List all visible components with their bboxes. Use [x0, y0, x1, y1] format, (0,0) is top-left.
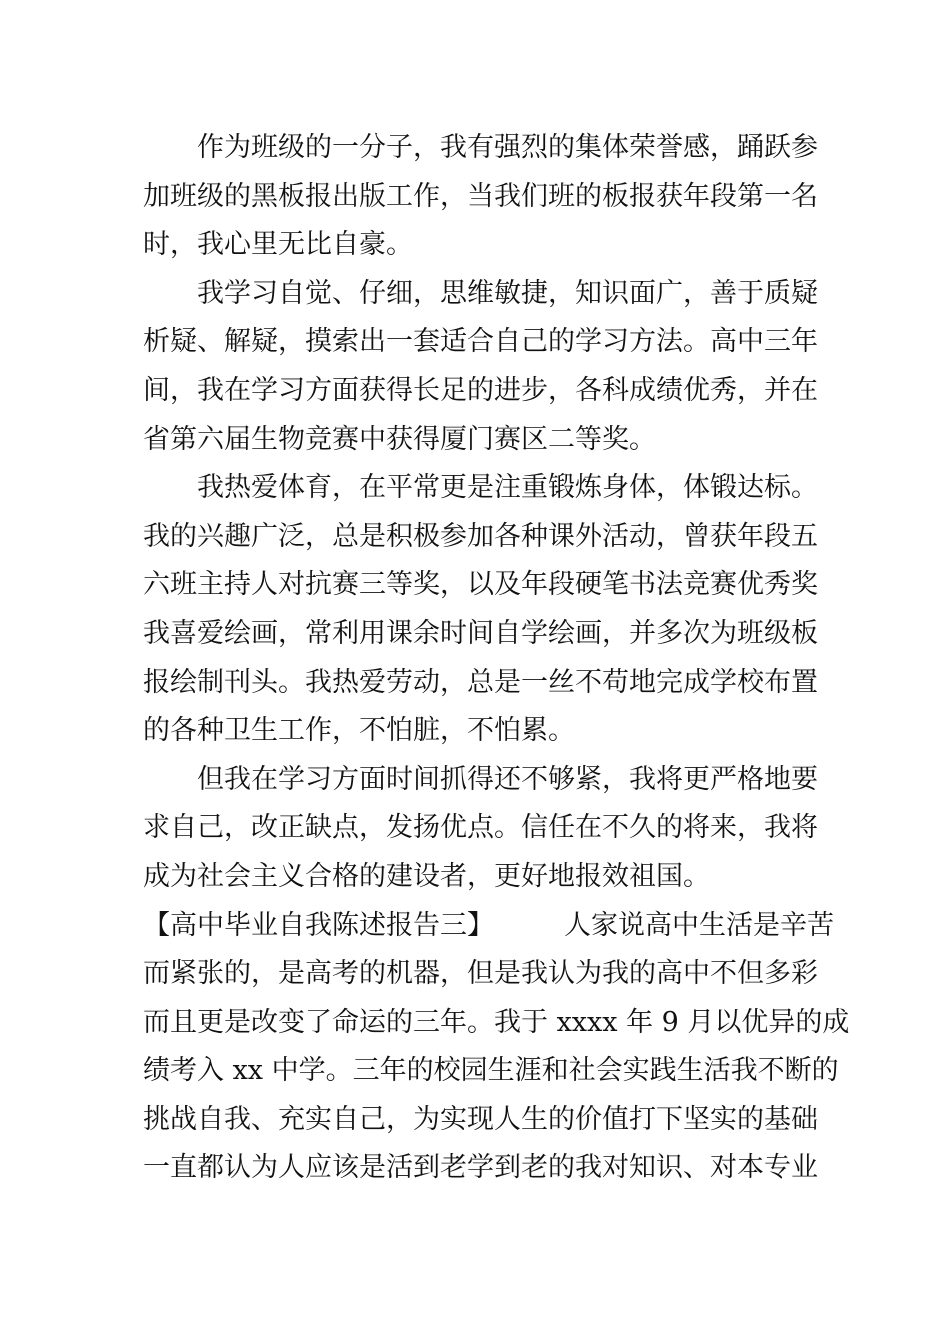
text-line: 间，我在学习方面获得长足的进步，各科成绩优秀，并在: [143, 374, 818, 406]
text-line: 我热爱体育，在平常更是注重锻炼身体，体锻达标。: [197, 472, 818, 504]
text-line: 我学习自觉、仔细，思维敏捷，知识面广，善于质疑: [197, 277, 818, 309]
paragraph-study: [143, 270, 818, 464]
document-body: [143, 124, 850, 1193]
text-line: 绩考入 xx 中学。三年的校园生涯和社会实践生活我不断的: [143, 1055, 839, 1087]
text-line: 挑战自我、充实自己，为实现人生的价值打下坚实的基础: [143, 1103, 818, 1135]
paragraph-class-honor: [143, 124, 818, 270]
text-line: 作为班级的一分子，我有强烈的集体荣誉感，踊跃参: [197, 132, 818, 163]
text-line: 加班级的黑板报出版工作，当我们班的板报获年段第一名: [143, 180, 818, 212]
paragraph-shortcomings: [143, 756, 818, 902]
text-line: 一直都认为人应该是活到老学到老的我对知识、对本专业: [143, 1152, 818, 1184]
text-line: 的各种卫生工作，不怕脏，不怕累。: [143, 715, 575, 747]
text-line: 我喜爱绘画，常利用课余时间自学绘画，并多次为班级板: [143, 617, 818, 649]
text-line: 而紧张的，是高考的机器，但是我认为我的高中不但多彩: [143, 958, 818, 990]
text-line: 省第六届生物竞赛中获得厦门赛区二等奖。: [143, 423, 656, 455]
text-line: 但我在学习方面时间抓得还不够紧，我将更严格地要: [197, 763, 818, 795]
text-line: 而且更是改变了命运的三年。我于 xxxx 年 9 月以优异的成: [143, 1006, 850, 1038]
section-report-three: [143, 902, 850, 1194]
text-line: 成为社会主义合格的建设者，更好地报效祖国。: [143, 860, 710, 892]
text-line: 六班主持人对抗赛三等奖，以及年段硬笔书法竞赛优秀奖: [143, 569, 818, 601]
text-line: 求自己，改正缺点，发扬优点。信任在不久的将来，我将: [143, 812, 818, 844]
text-line: 报绘制刊头。我热爱劳动，总是一丝不苟地完成学校布置: [143, 666, 818, 698]
section-heading-line: [143, 902, 834, 951]
text-line: 时，我心里无比自豪。: [143, 229, 413, 261]
text-line: 析疑、解疑，摸索出一套适合自己的学习方法。高中三年: [143, 326, 818, 358]
section-heading: 【高中毕业自我陈述报告三】: [143, 909, 494, 941]
section-first-line: 人家说高中生活是辛苦: [564, 909, 834, 941]
paragraph-sports-hobbies: [143, 464, 818, 756]
text-line: 我的兴趣广泛，总是积极参加各种课外活动，曾获年段五: [143, 520, 818, 552]
